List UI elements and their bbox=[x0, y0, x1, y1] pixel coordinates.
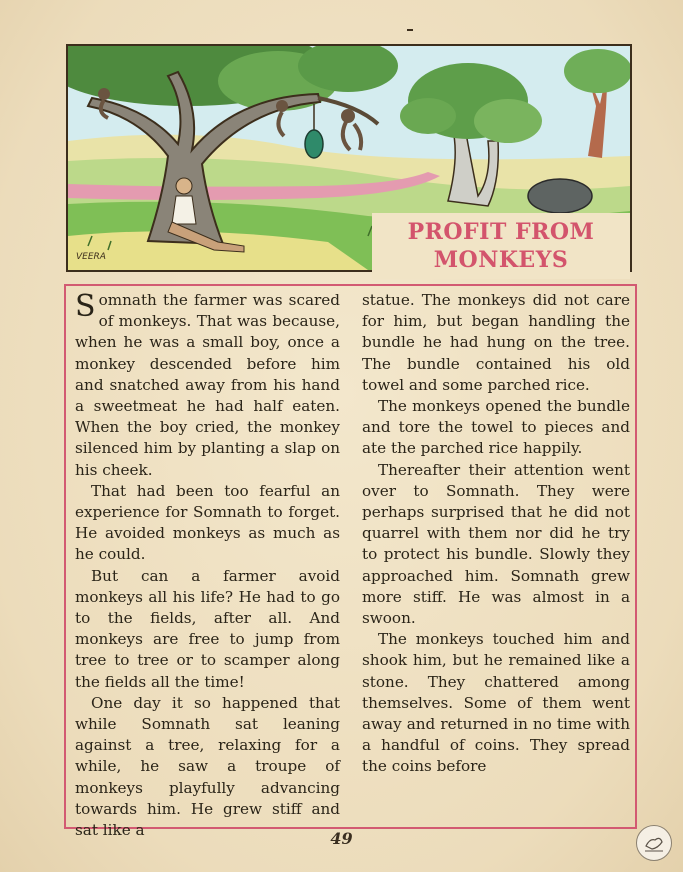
story-paragraph: The monkeys touched him and shook him, but he remained like a stone. They chattered among themselves. Some of them went away and returned in no time with a handful of coins. They spread the coins before bbox=[362, 630, 630, 776]
story-paragraph: The monkeys opened the bundle and tore the towel to pieces and ate the parched rice happily. bbox=[362, 397, 630, 458]
story-paragraph: That had been too fearful an experience for Somnath to forget. He avoided monkeys as much as he could. bbox=[75, 481, 340, 564]
story-paragraph: One day it so happened that while Somnath sat leaning against a tree, relaxing for a while, he saw a troupe of monkeys playfully advancing towards him. He grew stiff and sat like a bbox=[75, 693, 340, 840]
title-line-2: MONKEYS bbox=[433, 247, 569, 273]
page-number: 49 bbox=[330, 829, 353, 848]
paragraph-text: omnath the farmer was scared of monkeys. That was because, when he was a small boy, once a monkey descended before him and snatched away from his hand a sweetmeat he had half eaten. When the boy cried, the monkey silenced him by planting a slap on his cheek. bbox=[75, 291, 340, 479]
title-line-1: PROFIT FROM bbox=[407, 219, 595, 245]
library-stamp-icon bbox=[636, 825, 672, 861]
drop-cap: S bbox=[75, 289, 96, 324]
artist-signature: VEERA bbox=[76, 252, 106, 262]
story-paragraph bbox=[75, 290, 340, 481]
story-column-right bbox=[362, 290, 630, 778]
story-column-left bbox=[75, 290, 340, 841]
story-paragraph: statue. The monkeys did not care for him, but began handling the bundle he had hung on the tree. The bundle contained his old towel and some parched rice. bbox=[362, 291, 630, 394]
print-mark bbox=[407, 29, 413, 31]
story-paragraph: Thereafter their attention went over to Somnath. They were perhaps surprised that he did not quarrel with them nor did he try to protect his bundle. Slowly they approached him. Somnath grew more stiff. He was almost in a swoon. bbox=[362, 460, 630, 628]
story-title bbox=[372, 213, 630, 279]
story-paragraph: But can a farmer avoid monkeys all his life? He had to go to the fields, after all. And monkeys are free to jump from tree to tree or to scamper along the fields all the time! bbox=[75, 566, 340, 691]
